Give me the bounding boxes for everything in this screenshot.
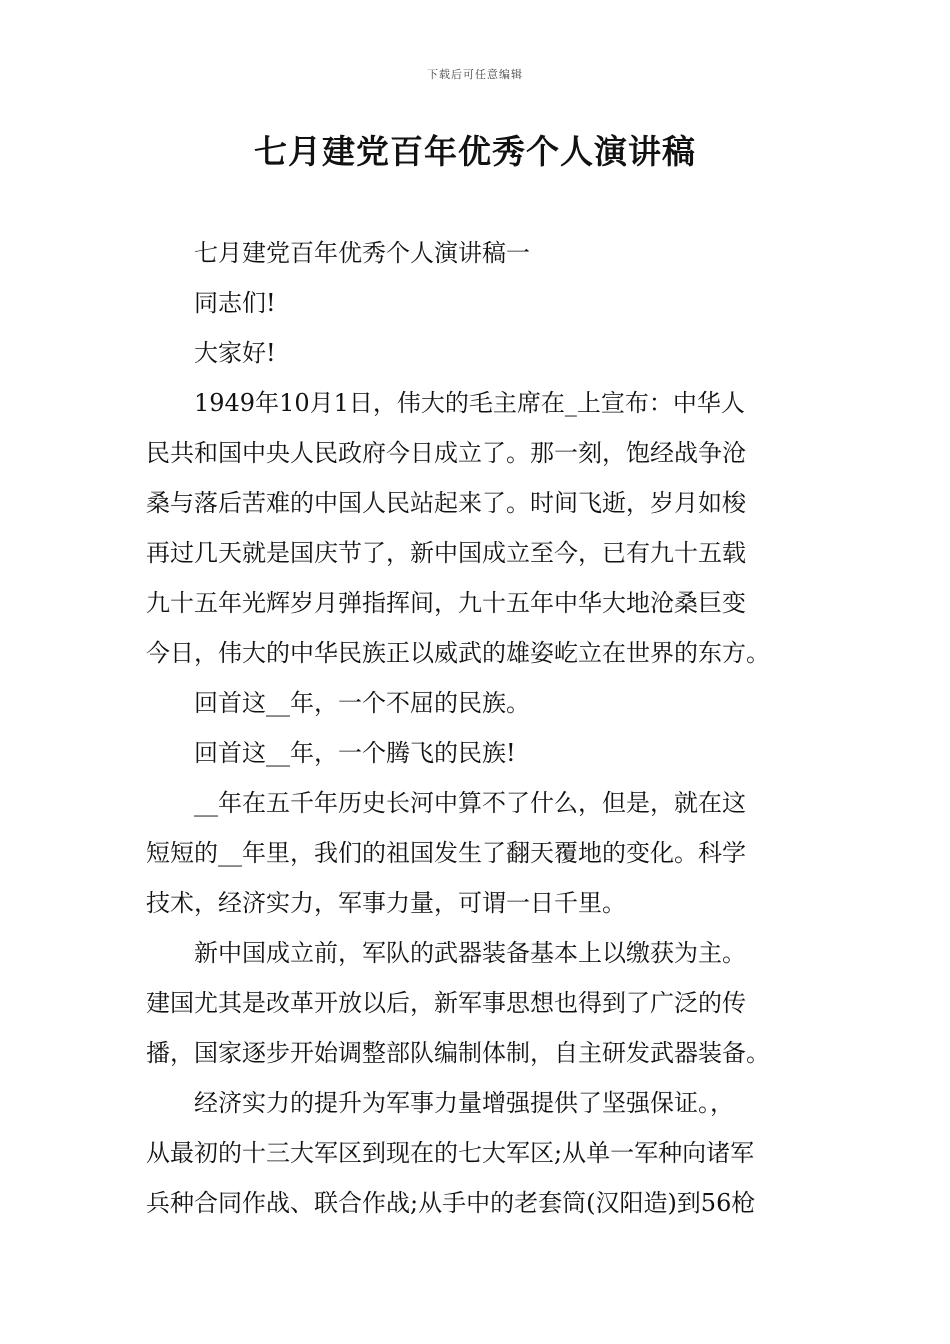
paragraph-line: 七月建党百年优秀个人演讲稿一 [194,239,530,267]
paragraph-line: 同志们! [194,289,276,317]
paragraph [146,378,808,678]
paragraph [146,278,808,328]
paragraph-line: 九十五年光辉岁月弹指挥间，九十五年中华大地沧桑巨变 [146,589,746,617]
paragraph-line: 播，国家逐步开始调整部队编制体制，自主研发武器装备。 [146,1039,770,1067]
document-body [146,228,808,1228]
paragraph-line: 回首这__年，一个腾飞的民族! [194,739,516,767]
paragraph-line: 再过几天就是国庆节了，新中国成立至今，已有九十五载 [146,539,746,567]
paragraph-line: 技术，经济实力，军事力量，可谓一日千里。 [146,889,626,917]
paragraph-line: 经济实力的提升为军事力量增强提供了坚强保证。， [194,1089,734,1117]
paragraph [146,328,808,378]
paragraph [146,228,808,278]
paragraph-line: 兵种合同作战、联合作战;从手中的老套筒(汉阳造)到56枪 [146,1189,756,1217]
paragraph-line: 短短的__年里，我们的祖国发生了翻天覆地的变化。科学 [146,839,746,867]
paragraph-line: 回首这__年，一个不屈的民族。 [194,689,530,717]
paragraph [146,1078,808,1228]
document-title: 七月建党百年优秀个人演讲稿 [254,132,696,171]
paragraph-line: 1949年10月1日，伟大的毛主席在_上宣布：中华人 [194,389,745,417]
paragraph-line: 建国尤其是改革开放以后，新军事思想也得到了广泛的传 [146,989,746,1017]
paragraph [146,728,808,778]
paragraph-line: 桑与落后苦难的中国人民站起来了。时间飞逝，岁月如梭 [146,489,746,517]
header-note: 下载后可任意编辑 [427,68,523,81]
paragraph-line: __年在五千年历史长河中算不了什么，但是，就在这 [194,789,746,817]
paragraph-line: 大家好! [194,339,276,367]
paragraph-line: 民共和国中央人民政府今日成立了。那一刻，饱经战争沧 [146,439,746,467]
paragraph [146,928,808,1078]
paragraph [146,778,808,928]
paragraph [146,678,808,728]
paragraph-line: 今日，伟大的中华民族正以威武的雄姿屹立在世界的东方。 [146,639,770,667]
paragraph-line: 从最初的十三大军区到现在的七大军区;从单一军种向诸军 [146,1139,755,1167]
paragraph-line: 新中国成立前，军队的武器装备基本上以缴获为主。 [194,939,746,967]
